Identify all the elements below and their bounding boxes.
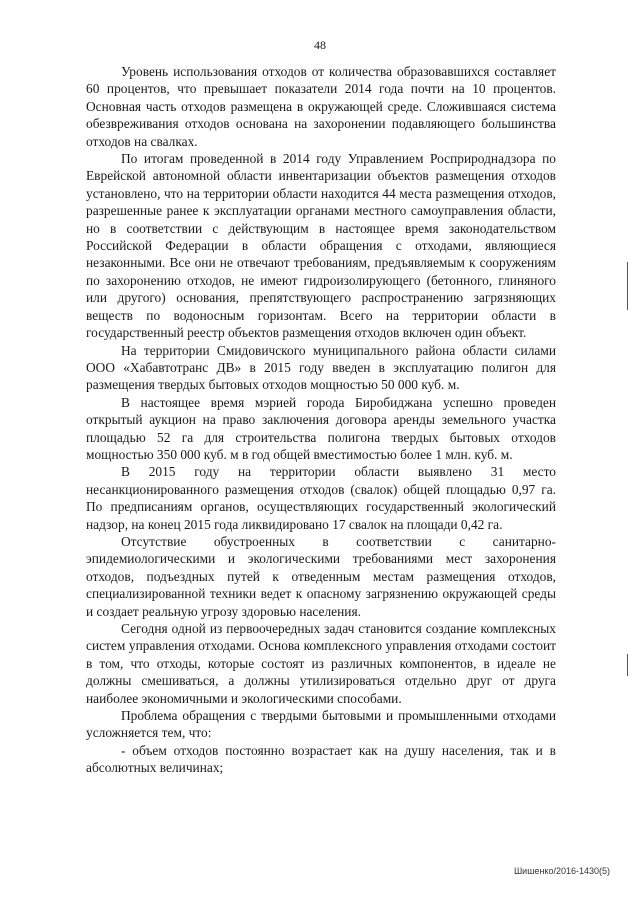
paragraph-illegal-dumps: В 2015 году на территории области выявлено 31 место несанкционированного размещения отходов (свалок) общей площадью 0,97 га. По предписаниям органов, осуществляющих государственный экологический надзор, на конец 2015 года ликвидировано 17 свалок на площади 0,42 га. [86, 464, 556, 532]
paragraph-inventory-results: По итогам проведенной в 2014 году Управлением Росприроднадзора по Еврейской автономной области инвентаризации объектов размещения отходов установлено, что на территории области находится 44 места размещения отходов, разрешенные ранее к эксплуатации органами местного самоуправления области, но в соответствии с действующим в настоящее время законодательством Российской Федерации в области обращения с отходами, являющиеся незаконными. Все они не отвечают требованиям, предъявляемым к сооружениям по захоронению отходов, не имеют гидроизолирующего (бетонного, глиняного или другого) основания, препятствующего распространению загрязняющих веществ по водоносным горизонтам. Всего на территории области в государственный реестр объектов размещения отходов включен один объект. [86, 151, 556, 341]
margin-scan-mark [627, 654, 628, 676]
paragraph-birobidzhan-auction: В настоящее время мэрией города Биробиджана успешно проведен открытый аукцион на право заключения договора аренды земельного участка площадью 52 га для строительства полигона твердых бытовых отходов мощностью 350 000 куб. м в год общей вместимостью более 1 млн. куб. м. [86, 394, 556, 462]
document-body [86, 63, 556, 777]
footer-document-code: Шишенко/2016-1430(5) [513, 866, 610, 876]
paragraph-smidovich-landfill: На территории Смидовичского муниципального района области силами ООО «Хабавтотранс ДВ» в 2015 году введен в эксплуатацию полигон для размещения твердых бытовых отходов мощностью 50 000 куб. м. [86, 342, 556, 393]
list-item-volume-growth: - объем отходов постоянно возрастает как на душу населения, так и в абсолютных величинах; [86, 742, 556, 776]
paragraph-waste-management-systems: Сегодня одной из первоочередных задач становится создание комплексных систем управления отходами. Основа комплексного управления отходами состоит в том, что отходы, которые состоят из различных компонентов, в идеале не должны смешиваться, а должны утилизироваться отдельно друг от друга наиболее экономичными и экологическими способами. [86, 621, 556, 706]
margin-scan-mark [627, 262, 628, 310]
paragraph-lack-of-facilities: Отсутствие обустроенных в соответствии с санитарно-эпидемиологическими и экологическими требованиями мест захоронения отходов, подъездных путей к отведенным местам размещения отходов, специализированной техники ведет к опасному загрязнению окружающей среды и создает реальную угрозу здоровью населения. [86, 533, 556, 619]
page-number: 48 [314, 38, 326, 52]
paragraph-problem-intro: Проблема обращения с твердыми бытовыми и промышленными отходами усложняется тем, что: [86, 708, 556, 741]
paragraph-waste-usage: Уровень использования отходов от количества образовавшихся составляет 60 процентов, что превышает показатели 2014 года почти на 10 процентов. Основная часть отходов размещена в окружающей среде. Сложившаяся система обезвреживания отходов основана на захоронении подавляющего большинства отходов на свалках. [86, 64, 556, 149]
